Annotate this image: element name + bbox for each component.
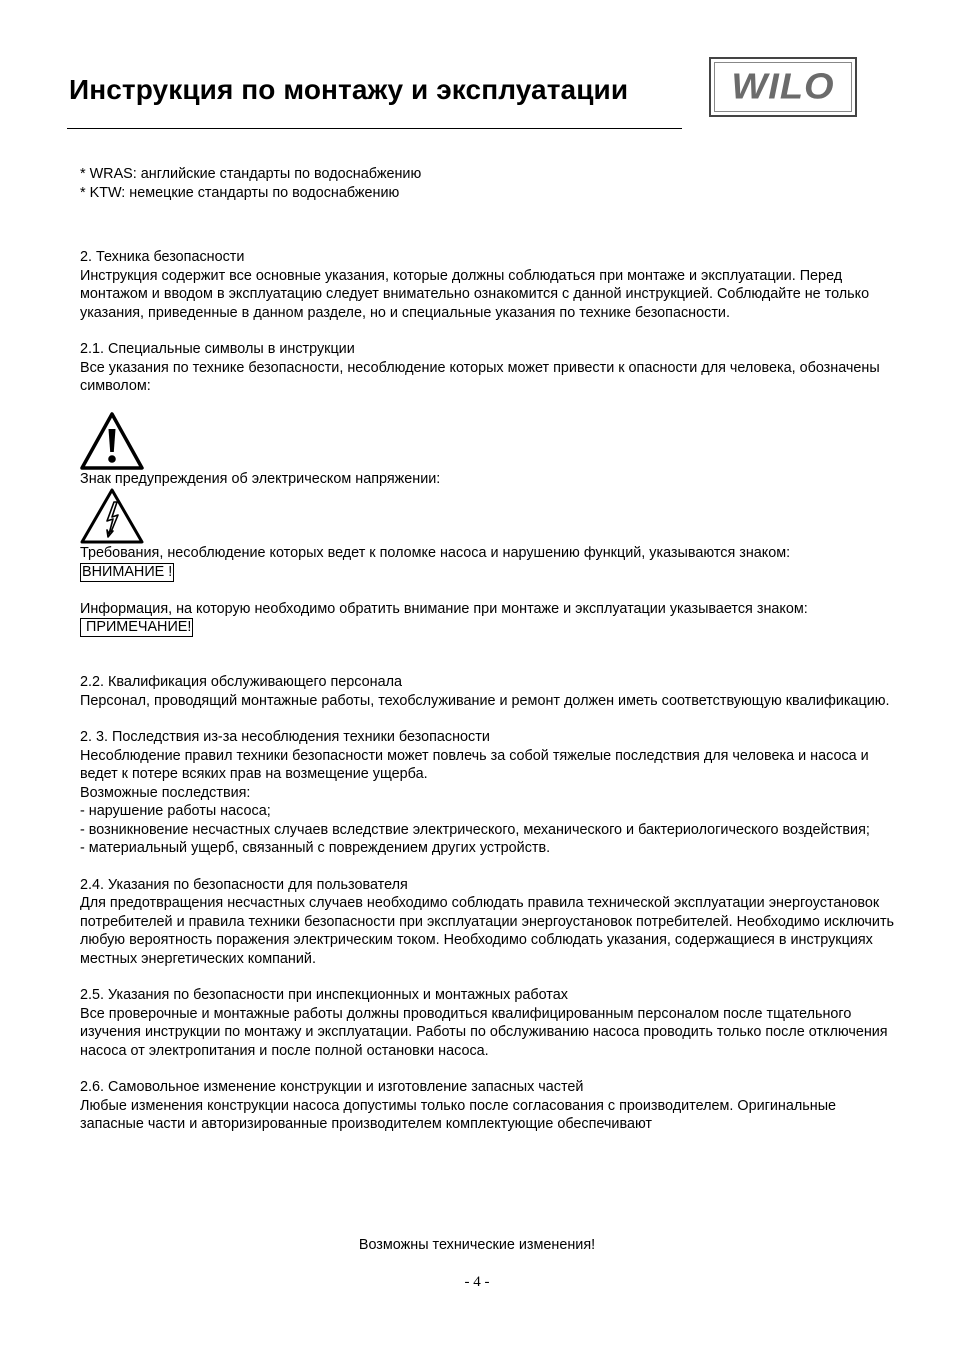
note-information-text: Информация, на которую необходимо обратить внимание при монтаже и эксплуатации указывается знаком: <box>80 600 808 617</box>
section-2-6-heading: 2.6. Самовольное изменение конструкции и изготовление запасных частей <box>80 1079 584 1095</box>
page-title: Инструкция по монтажу и эксплуатации <box>69 74 629 105</box>
section-2-1-body: Все указания по технике безопасности, несоблюдение которых может привести к опасности для человека, обозначены символом: <box>80 359 880 394</box>
section-2-5-body: Все проверочные и монтажные работы должны проводиться квалифицированным персоналом после тщательного изучения инструкции по монтажу и эксплуатации. Работы по обслуживанию насоса проводить только после отключения насоса от электропитания и после полной остановки насоса. <box>80 1005 888 1059</box>
section-2-2-heading: 2.2. Квалификация обслуживающего персонала <box>80 674 402 690</box>
abbreviation-wras: * WRAS: английские стандарты по водоснабжению <box>80 166 422 182</box>
consequences-label: Возможные последствия: <box>80 784 251 801</box>
general-warning-icon <box>80 412 144 470</box>
section-2-heading: 2. Техника безопасности <box>80 249 245 265</box>
section-2-4-heading: 2.4. Указания по безопасности для пользователя <box>80 876 408 893</box>
section-2-4-body: Для предотвращения несчастных случаев необходимо соблюдать правила технической эксплуатации энергоустановок потребителей и правила техники безопасности при эксплуатации энергоустановок потребителей. Необходимо исключить любую вероятность поражения электрическим током. Необходимо соблюдать указания, содержащиеся в инструкциях местных энергетических компаний. <box>80 895 895 967</box>
electric-hazard-icon <box>80 488 144 544</box>
page-number: - 4 - <box>464 1274 490 1290</box>
attention-label: ВНИМАНИЕ ! <box>82 563 173 580</box>
abbreviation-ktw: * KTW: немецкие стандарты по водоснабжению <box>80 184 400 201</box>
section-2-3-heading: 2. 3. Последствия из-за несоблюдения техники безопасности <box>80 729 490 745</box>
section-2-1-heading: 2.1. Специальные символы в инструкции <box>80 341 355 357</box>
document-body <box>80 165 900 1134</box>
attention-requirement-text: Требования, несоблюдение которых ведет к поломке насоса и нарушению функций, указываются знаком: <box>80 545 791 561</box>
wilo-logo <box>709 57 857 117</box>
section-2-body: Инструкция содержит все основные указания, которые должны соблюдаться при монтаже и эксплуатации. Перед монтажом и вводом в эксплуатацию следует внимательно ознакомится с данной инструкцией. Соблюдайте не только указания, приведенные в данном разделе, но и специальные указания по технике безопасности. <box>80 267 870 321</box>
list-item: - возникновение несчастных случаев вследствие электрического, механического и бактериологического воздействия; <box>80 821 870 838</box>
logo-text: WILO <box>731 66 835 107</box>
section-2-2-body: Персонал, проводящий монтажные работы, техобслуживание и ремонт должен иметь соответствующую квалификацию. <box>80 692 890 709</box>
section-2-5-heading: 2.5. Указания по безопасности при инспекционных и монтажных работах <box>80 987 568 1003</box>
list-item: - материальный ущерб, связанный с повреждением других устройств. <box>80 840 551 856</box>
section-2-3-body: Несоблюдение правил техники безопасности может повлечь за собой тяжелые последствия для человека и насоса и ведет к потере всяких прав на возмещение ущерба. <box>80 747 869 782</box>
footer-note: Возможны технические изменения! <box>358 1237 596 1253</box>
note-label: ПРИМЕЧАНИЕ! <box>82 619 192 635</box>
electric-warning-label: Знак предупреждения об электрическом напряжении: <box>80 470 441 487</box>
title-underline <box>67 128 682 129</box>
section-2-6-body: Любые изменения конструкции насоса допустимы только после согласования с производителем. Оригинальные запасные части и авторизированные производителем комплектующие обеспечивают <box>80 1097 837 1132</box>
list-item: - нарушение работы насоса; <box>80 803 271 819</box>
